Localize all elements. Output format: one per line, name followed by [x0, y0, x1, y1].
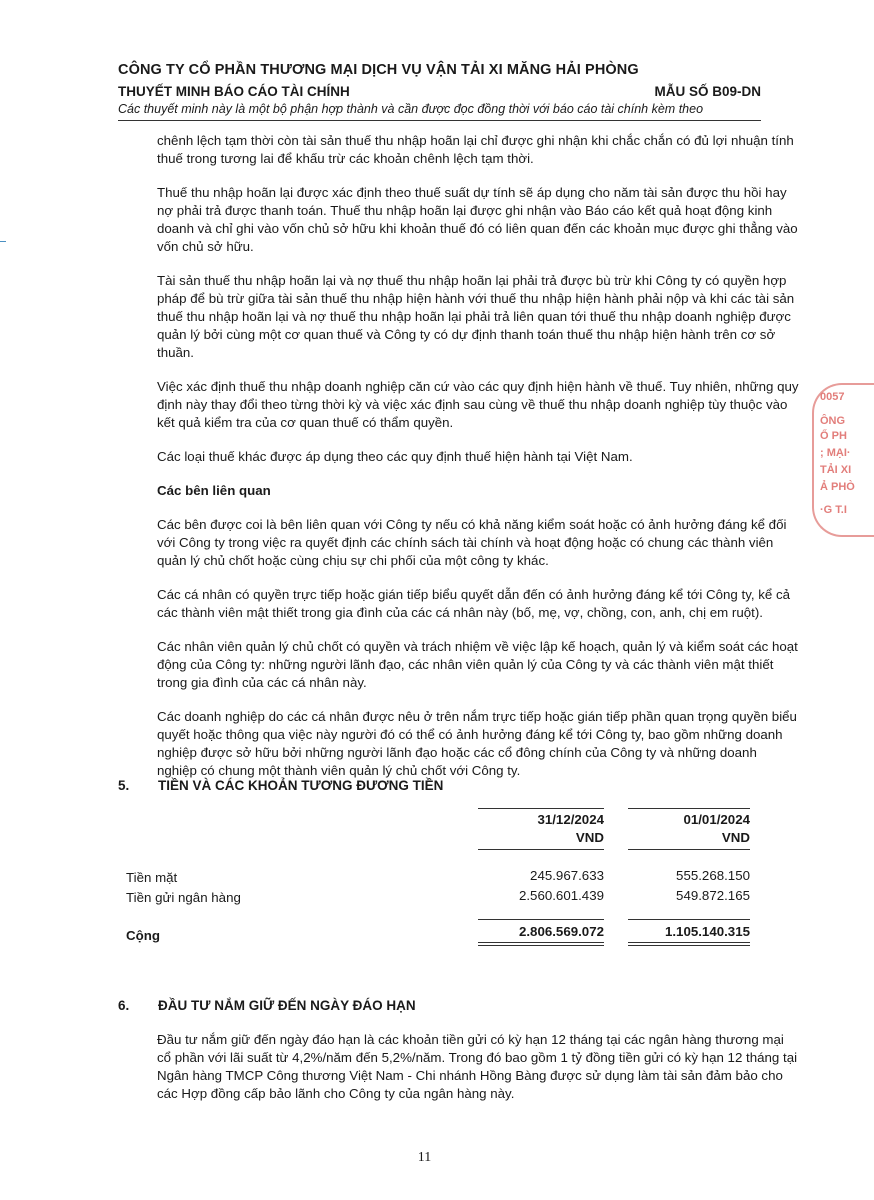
total-value: 2.806.569.072 — [518, 924, 604, 939]
stamp-text: ÔNG — [820, 415, 846, 427]
page-number: 11 — [417, 1150, 432, 1165]
paragraph: Các loại thuế khác được áp dụng theo các quy định thuế hiện hành tại Việt Nam. — [157, 449, 633, 464]
double-rule — [478, 945, 604, 946]
stamp-text: Ổ PH — [820, 430, 847, 442]
paragraph: Các cá nhân có quyền trực tiếp hoặc gián tiếp biểu quyết dẫn đến có ảnh hưởng đáng kể tới Công ty, kể cả các thành viên mật thiết trong gia đình của các cá nhân này (bố, mẹ, vợ, chồng, con, anh, chị em ruột). — [157, 587, 791, 620]
document-header — [118, 84, 761, 99]
table-cell-value: 245.967.633 — [530, 868, 604, 883]
form-code: MẪU SỐ B09-DN — [654, 84, 761, 99]
header-divider — [118, 120, 761, 121]
column-header-date: 31/12/2024 — [537, 812, 604, 827]
table-cell-value: 555.268.150 — [676, 868, 750, 883]
paragraph: Thuế thu nhập hoãn lại được xác định theo thuế suất dự tính sẽ áp dụng cho năm tài sản được thu hồi hay nợ phải trả được thanh toán. Thuế thu nhập hoãn lại được ghi nhận vào Báo cáo kết quả hoạt động kinh doanh và chỉ ghi vào vốn chủ sở hữu khi khoản thuế đó có liên quan đến các khoản mục được ghi thẳng vào vốn chủ sở hữu. — [157, 185, 798, 254]
header-rule — [628, 849, 750, 850]
total-label: Cộng — [126, 928, 160, 943]
paragraph: chênh lệch tạm thời còn tài sản thuế thu nhập hoãn lại chỉ được ghi nhận khi chắc chắn có đủ lợi nhuận tính thuế trong tương lai để khấu trừ các khoản chênh lệch tạm thời. — [157, 133, 794, 166]
table-cell-value: 2.560.601.439 — [518, 888, 604, 903]
table-top-rule — [628, 808, 750, 809]
section-title-text: ĐẦU TƯ NẮM GIỮ ĐẾN NGÀY ĐÁO HẠN — [158, 998, 416, 1013]
company-stamp — [812, 383, 872, 533]
main-text — [157, 132, 800, 796]
stamp-text: TẢI XI — [820, 464, 852, 476]
section-6-title — [118, 998, 416, 1013]
header-note: Các thuyết minh này là một bộ phận hợp thành và cần được đọc đồng thời với báo cáo tài chính kèm theo — [118, 102, 704, 116]
section-6-text: Đầu tư nắm giữ đến ngày đáo hạn là các khoản tiền gửi có kỳ hạn 12 tháng tại các ngân hàng thương mại cổ phần với lãi suất từ 4,2%/năm đến 5,2%/năm. Trong đó bao gồm 1 tỷ đồng tiền gửi có kỳ hạn 12 tháng tại Ngân hàng TMCP Công thương Việt Nam - Chi nhánh Hồng Bàng được sử dụng làm tài sản đảm bảo cho các Hợp đồng cấp bảo lãnh cho Công ty của ngân hàng này. — [157, 1032, 798, 1101]
company-name: CÔNG TY CỔ PHẦN THƯƠNG MẠI DỊCH VỤ VẬN TẢI XI MĂNG HẢI PHÒNG — [118, 62, 639, 78]
double-rule — [628, 945, 750, 946]
table-row-label: Tiền mặt — [126, 870, 178, 885]
total-rule — [628, 919, 750, 920]
document-title: THUYẾT MINH BÁO CÁO TÀI CHÍNH — [118, 84, 350, 99]
stamp-text: 0057 — [820, 391, 845, 403]
stamp-text: ; MẠI· — [820, 447, 851, 459]
section-title-text: TIỀN VÀ CÁC KHOẢN TƯƠNG ĐƯƠNG TIỀN — [158, 778, 444, 793]
section-5-title — [118, 778, 443, 793]
section-number: 6. — [118, 998, 130, 1013]
paragraph: Các nhân viên quản lý chủ chốt có quyền và trách nhiệm về việc lập kế hoạch, quản lý và kiểm soát các hoạt động của Công ty: những người lãnh đạo, các nhân viên quản lý của Công ty và các thành viên mật thiết trong gia đình của các cá nhân này. — [157, 639, 798, 690]
stamp-text: ·G T.I — [820, 504, 847, 516]
paragraph: Việc xác định thuế thu nhập doanh nghiệp căn cứ vào các quy định hiện hành về thuế. Tuy nhiên, những quy định này thay đổi theo từng thời kỳ và việc xác định sau cùng về thuế thu nhập doanh nghiệp tùy thuộc vào kết quả kiểm tra của cơ quan thuế có thẩm quyền. — [157, 379, 799, 430]
total-rule — [478, 919, 604, 920]
column-header-currency: VND — [575, 830, 604, 845]
double-rule — [628, 942, 750, 943]
paragraph: Các bên được coi là bên liên quan với Công ty nếu có khả năng kiểm soát hoặc có ảnh hưởng đáng kể đối với Công ty trong việc ra quyết định các chính sách tài chính và hoạt động hoặc có chung các thành viên quản lý chủ chốt hoặc cùng chịu sự chi phối của một công ty khác. — [157, 517, 787, 568]
paragraph: Tài sản thuế thu nhập hoãn lại và nợ thuế thu nhập hoãn lại phải trả được bù trừ khi Công ty có quyền hợp pháp để bù trừ giữa tài sản thuế thu nhập hiện hành với thuế thu nhập hiện hành phải nộp và khi các tài sản thuế thu nhập hoãn lại và nợ thuế thu nhập hoãn lại phải trả liên quan tới thuế thu nhập doanh nghiệp được quản lý bởi cùng một cơ quan thuế và Công ty có dự định thanh toán thuế thu nhập hiện hành trên cơ sở thuần. — [157, 273, 795, 360]
column-header-currency: VND — [721, 830, 750, 845]
section-number: 5. — [118, 778, 130, 793]
table-row-label: Tiền gửi ngân hàng — [126, 890, 241, 905]
column-header-date: 01/01/2024 — [683, 812, 750, 827]
margin-mark — [0, 241, 6, 242]
header-rule — [478, 849, 604, 850]
paragraph: Các doanh nghiệp do các cá nhân được nêu ở trên nắm trực tiếp hoặc gián tiếp phần quan trọng quyền biểu quyết hoặc thông qua việc này người đó có thể có ảnh hưởng đáng kể tới Công ty, bao gồm những doanh nghiệp được sở hữu bởi những người lãnh đạo hoặc các cổ đông chính của Công ty và những doanh nghiệp có chung một thành viên quản lý chủ chốt với Công ty. — [157, 709, 797, 778]
stamp-text: Ả PHÒ — [820, 481, 855, 493]
related-parties-heading: Các bên liên quan — [157, 483, 271, 498]
table-top-rule — [478, 808, 604, 809]
double-rule — [478, 942, 604, 943]
total-value: 1.105.140.315 — [664, 924, 750, 939]
table-cell-value: 549.872.165 — [676, 888, 750, 903]
